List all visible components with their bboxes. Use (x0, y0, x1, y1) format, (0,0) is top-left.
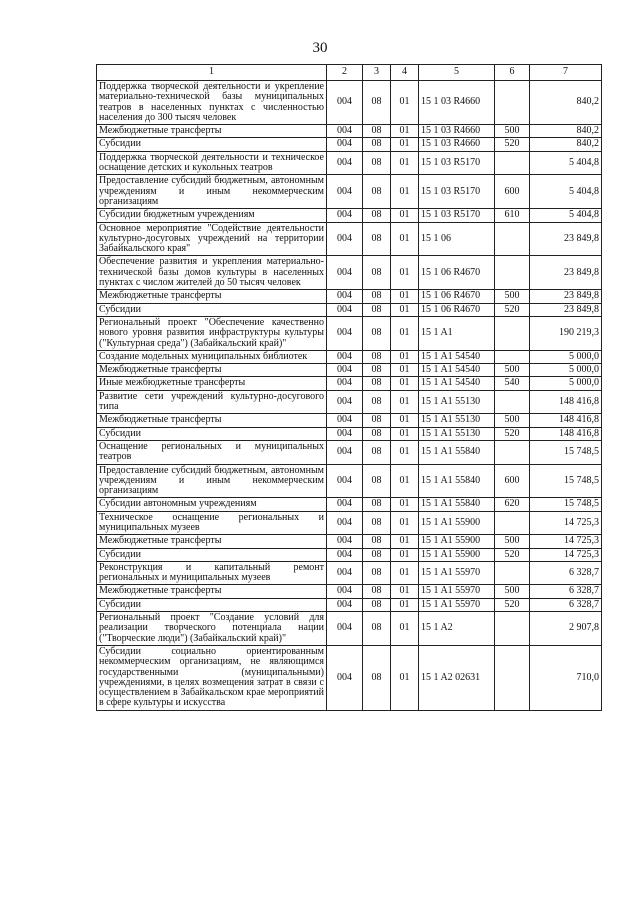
row-name-cell: Техническое оснащение региональных и муниципальных музеев (97, 511, 327, 535)
table-row (97, 175, 602, 209)
amount-cell: 14 725,3 (530, 511, 602, 535)
target-article-cell: 15 1 03 R4660 (419, 138, 495, 151)
row-name-cell: Создание модельных муниципальных библиотек (97, 350, 327, 363)
row-name-cell: Развитие сети учреждений культурно-досугового типа (97, 390, 327, 414)
section-code-cell: 08 (363, 175, 391, 209)
section-code-cell: 08 (363, 612, 391, 646)
subsection-code-cell: 01 (391, 427, 419, 440)
expense-type-cell: 500 (495, 364, 530, 377)
expense-type-cell (495, 350, 530, 363)
table-row (97, 598, 602, 611)
table-row (97, 256, 602, 290)
section-code-cell: 08 (363, 535, 391, 548)
target-article-cell: 15 1 A1 55840 (419, 464, 495, 498)
ministry-code-cell: 004 (327, 125, 363, 138)
section-code-cell: 08 (363, 316, 391, 350)
table-row (97, 316, 602, 350)
amount-cell: 2 907,8 (530, 612, 602, 646)
expense-type-cell: 540 (495, 377, 530, 390)
section-code-cell: 08 (363, 427, 391, 440)
expense-type-cell: 520 (495, 303, 530, 316)
expense-type-cell (495, 81, 530, 125)
subsection-code-cell: 01 (391, 350, 419, 363)
amount-cell: 148 416,8 (530, 390, 602, 414)
section-code-cell: 08 (363, 561, 391, 585)
subsection-code-cell: 01 (391, 138, 419, 151)
subsection-code-cell: 01 (391, 290, 419, 303)
target-article-cell: 15 1 A2 (419, 612, 495, 646)
table-row (97, 81, 602, 125)
ministry-code-cell: 004 (327, 350, 363, 363)
section-code-cell: 08 (363, 548, 391, 561)
ministry-code-cell: 004 (327, 498, 363, 511)
ministry-code-cell: 004 (327, 222, 363, 256)
target-article-cell: 15 1 A1 (419, 316, 495, 350)
expense-type-cell: 600 (495, 464, 530, 498)
section-code-cell: 08 (363, 498, 391, 511)
table-row (97, 151, 602, 175)
section-code-cell: 08 (363, 303, 391, 316)
expense-type-cell (495, 222, 530, 256)
column-header: 1 (97, 65, 327, 81)
table-row (97, 561, 602, 585)
amount-cell: 5 000,0 (530, 350, 602, 363)
ministry-code-cell: 004 (327, 535, 363, 548)
table-row (97, 464, 602, 498)
target-article-cell: 15 1 06 R4670 (419, 256, 495, 290)
expense-type-cell: 610 (495, 209, 530, 222)
target-article-cell: 15 1 A1 55970 (419, 598, 495, 611)
table-row (97, 414, 602, 427)
table-row (97, 498, 602, 511)
section-code-cell: 08 (363, 290, 391, 303)
table-row (97, 440, 602, 464)
row-name-cell: Реконструкция и капитальный ремонт региональных и муниципальных музеев (97, 561, 327, 585)
subsection-code-cell: 01 (391, 511, 419, 535)
subsection-code-cell: 01 (391, 440, 419, 464)
amount-cell: 23 849,8 (530, 290, 602, 303)
amount-cell: 6 328,7 (530, 585, 602, 598)
target-article-cell: 15 1 A2 02631 (419, 645, 495, 710)
target-article-cell: 15 1 A1 55130 (419, 390, 495, 414)
target-article-cell: 15 1 06 (419, 222, 495, 256)
subsection-code-cell: 01 (391, 535, 419, 548)
ministry-code-cell: 004 (327, 138, 363, 151)
target-article-cell: 15 1 03 R4660 (419, 125, 495, 138)
amount-cell: 15 748,5 (530, 498, 602, 511)
amount-cell: 148 416,8 (530, 414, 602, 427)
ministry-code-cell: 004 (327, 598, 363, 611)
ministry-code-cell: 004 (327, 256, 363, 290)
subsection-code-cell: 01 (391, 175, 419, 209)
column-header: 7 (530, 65, 602, 81)
row-name-cell: Межбюджетные трансферты (97, 585, 327, 598)
target-article-cell: 15 1 A1 55900 (419, 511, 495, 535)
subsection-code-cell: 01 (391, 256, 419, 290)
table-row (97, 548, 602, 561)
table-row (97, 535, 602, 548)
row-name-cell: Субсидии (97, 303, 327, 316)
subsection-code-cell: 01 (391, 414, 419, 427)
target-article-cell: 15 1 A1 55840 (419, 440, 495, 464)
column-header: 6 (495, 65, 530, 81)
target-article-cell: 15 1 06 R4670 (419, 290, 495, 303)
row-name-cell: Субсидии социально ориентированным некоммерческим организациям, не являющимся государственными (муниципальными) учреждениями, в целях возмещения затрат в связи с осуществлением в Забайкальском крае мероприятий в сфере культуры и искусства (97, 645, 327, 710)
row-name-cell: Оснащение региональных и муниципальных театров (97, 440, 327, 464)
ministry-code-cell: 004 (327, 377, 363, 390)
table-row (97, 138, 602, 151)
section-code-cell: 08 (363, 81, 391, 125)
amount-cell: 14 725,3 (530, 548, 602, 561)
expense-type-cell: 500 (495, 585, 530, 598)
table-row (97, 427, 602, 440)
row-name-cell: Поддержка творческой деятельности и техническое оснащение детских и кукольных театров (97, 151, 327, 175)
section-code-cell: 08 (363, 209, 391, 222)
row-name-cell: Межбюджетные трансферты (97, 414, 327, 427)
table-row (97, 350, 602, 363)
subsection-code-cell: 01 (391, 645, 419, 710)
amount-cell: 6 328,7 (530, 598, 602, 611)
table-header-row (97, 65, 602, 81)
row-name-cell: Предоставление субсидий бюджетным, автономным учреждениям и иным некоммерческим организациям (97, 175, 327, 209)
subsection-code-cell: 01 (391, 303, 419, 316)
expense-type-cell (495, 440, 530, 464)
table-row (97, 645, 602, 710)
ministry-code-cell: 004 (327, 585, 363, 598)
target-article-cell: 15 1 A1 55970 (419, 585, 495, 598)
subsection-code-cell: 01 (391, 364, 419, 377)
row-name-cell: Межбюджетные трансферты (97, 535, 327, 548)
table-row (97, 511, 602, 535)
expense-type-cell (495, 612, 530, 646)
ministry-code-cell: 004 (327, 290, 363, 303)
subsection-code-cell: 01 (391, 598, 419, 611)
row-name-cell: Региональный проект "Создание условий для реализации творческого потенциала нации ("Творческие люди") (Забайкальский край)" (97, 612, 327, 646)
section-code-cell: 08 (363, 222, 391, 256)
amount-cell: 840,2 (530, 138, 602, 151)
table-row (97, 209, 602, 222)
subsection-code-cell: 01 (391, 81, 419, 125)
ministry-code-cell: 004 (327, 548, 363, 561)
target-article-cell: 15 1 A1 55900 (419, 548, 495, 561)
row-name-cell: Субсидии автономным учреждениям (97, 498, 327, 511)
expense-type-cell: 520 (495, 427, 530, 440)
column-header: 5 (419, 65, 495, 81)
ministry-code-cell: 004 (327, 427, 363, 440)
amount-cell: 710,0 (530, 645, 602, 710)
section-code-cell: 08 (363, 364, 391, 377)
ministry-code-cell: 004 (327, 511, 363, 535)
ministry-code-cell: 004 (327, 414, 363, 427)
amount-cell: 23 849,8 (530, 303, 602, 316)
table-row (97, 364, 602, 377)
amount-cell: 6 328,7 (530, 561, 602, 585)
section-code-cell: 08 (363, 390, 391, 414)
ministry-code-cell: 004 (327, 464, 363, 498)
expense-type-cell: 500 (495, 535, 530, 548)
column-header: 2 (327, 65, 363, 81)
row-name-cell: Субсидии (97, 548, 327, 561)
expense-type-cell: 520 (495, 548, 530, 561)
section-code-cell: 08 (363, 125, 391, 138)
ministry-code-cell: 004 (327, 209, 363, 222)
subsection-code-cell: 01 (391, 125, 419, 138)
target-article-cell: 15 1 A1 55130 (419, 414, 495, 427)
expense-type-cell: 520 (495, 598, 530, 611)
column-header: 4 (391, 65, 419, 81)
section-code-cell: 08 (363, 377, 391, 390)
ministry-code-cell: 004 (327, 390, 363, 414)
row-name-cell: Поддержка творческой деятельности и укрепление материально-технической базы муниципальных театров в населенных пунктах с численностью населения до 300 тысяч человек (97, 81, 327, 125)
ministry-code-cell: 004 (327, 612, 363, 646)
subsection-code-cell: 01 (391, 377, 419, 390)
expense-type-cell (495, 645, 530, 710)
section-code-cell: 08 (363, 585, 391, 598)
expense-type-cell (495, 511, 530, 535)
ministry-code-cell: 004 (327, 316, 363, 350)
row-name-cell: Иные межбюджетные трансферты (97, 377, 327, 390)
target-article-cell: 15 1 03 R4660 (419, 81, 495, 125)
table-row (97, 222, 602, 256)
section-code-cell: 08 (363, 414, 391, 427)
row-name-cell: Основное мероприятие "Содействие деятельности культурно-досуговых учреждений на территории Забайкальского края" (97, 222, 327, 256)
ministry-code-cell: 004 (327, 645, 363, 710)
target-article-cell: 15 1 A1 55900 (419, 535, 495, 548)
ministry-code-cell: 004 (327, 561, 363, 585)
ministry-code-cell: 004 (327, 440, 363, 464)
amount-cell: 5 000,0 (530, 377, 602, 390)
target-article-cell: 15 1 A1 55970 (419, 561, 495, 585)
row-name-cell: Межбюджетные трансферты (97, 364, 327, 377)
target-article-cell: 15 1 A1 54540 (419, 364, 495, 377)
row-name-cell: Субсидии бюджетным учреждениям (97, 209, 327, 222)
expense-type-cell (495, 316, 530, 350)
subsection-code-cell: 01 (391, 585, 419, 598)
table-row (97, 585, 602, 598)
row-name-cell: Межбюджетные трансферты (97, 125, 327, 138)
amount-cell: 840,2 (530, 81, 602, 125)
subsection-code-cell: 01 (391, 612, 419, 646)
section-code-cell: 08 (363, 151, 391, 175)
amount-cell: 23 849,8 (530, 222, 602, 256)
subsection-code-cell: 01 (391, 561, 419, 585)
budget-table (96, 64, 602, 711)
expense-type-cell: 520 (495, 138, 530, 151)
subsection-code-cell: 01 (391, 316, 419, 350)
target-article-cell: 15 1 A1 54540 (419, 377, 495, 390)
table-row (97, 377, 602, 390)
expense-type-cell: 620 (495, 498, 530, 511)
ministry-code-cell: 004 (327, 175, 363, 209)
subsection-code-cell: 01 (391, 151, 419, 175)
amount-cell: 23 849,8 (530, 256, 602, 290)
table-row (97, 390, 602, 414)
expense-type-cell: 500 (495, 125, 530, 138)
target-article-cell: 15 1 06 R4670 (419, 303, 495, 316)
table-row (97, 290, 602, 303)
amount-cell: 5 404,8 (530, 209, 602, 222)
section-code-cell: 08 (363, 598, 391, 611)
target-article-cell: 15 1 A1 55840 (419, 498, 495, 511)
section-code-cell: 08 (363, 256, 391, 290)
amount-cell: 15 748,5 (530, 464, 602, 498)
expense-type-cell (495, 561, 530, 585)
expense-type-cell (495, 390, 530, 414)
row-name-cell: Обеспечение развития и укрепления материально-технической базы домов культуры в населенных пунктах с числом жителей до 50 тысяч человек (97, 256, 327, 290)
ministry-code-cell: 004 (327, 81, 363, 125)
table-row (97, 303, 602, 316)
row-name-cell: Субсидии (97, 427, 327, 440)
expense-type-cell: 500 (495, 414, 530, 427)
table-row (97, 125, 602, 138)
expense-type-cell: 500 (495, 290, 530, 303)
amount-cell: 15 748,5 (530, 440, 602, 464)
target-article-cell: 15 1 03 R5170 (419, 151, 495, 175)
target-article-cell: 15 1 A1 54540 (419, 350, 495, 363)
amount-cell: 148 416,8 (530, 427, 602, 440)
expense-type-cell (495, 151, 530, 175)
subsection-code-cell: 01 (391, 222, 419, 256)
subsection-code-cell: 01 (391, 464, 419, 498)
amount-cell: 5 404,8 (530, 151, 602, 175)
expense-type-cell (495, 256, 530, 290)
section-code-cell: 08 (363, 464, 391, 498)
table-row (97, 612, 602, 646)
column-header: 3 (363, 65, 391, 81)
target-article-cell: 15 1 03 R5170 (419, 209, 495, 222)
amount-cell: 14 725,3 (530, 535, 602, 548)
row-name-cell: Межбюджетные трансферты (97, 290, 327, 303)
amount-cell: 190 219,3 (530, 316, 602, 350)
section-code-cell: 08 (363, 350, 391, 363)
section-code-cell: 08 (363, 138, 391, 151)
ministry-code-cell: 004 (327, 303, 363, 316)
expense-type-cell: 600 (495, 175, 530, 209)
target-article-cell: 15 1 A1 55130 (419, 427, 495, 440)
ministry-code-cell: 004 (327, 151, 363, 175)
amount-cell: 5 000,0 (530, 364, 602, 377)
amount-cell: 840,2 (530, 125, 602, 138)
page-number: 30 (312, 40, 328, 56)
section-code-cell: 08 (363, 511, 391, 535)
row-name-cell: Субсидии (97, 138, 327, 151)
row-name-cell: Предоставление субсидий бюджетным, автономным учреждениям и иным некоммерческим организациям (97, 464, 327, 498)
row-name-cell: Субсидии (97, 598, 327, 611)
amount-cell: 5 404,8 (530, 175, 602, 209)
target-article-cell: 15 1 03 R5170 (419, 175, 495, 209)
subsection-code-cell: 01 (391, 209, 419, 222)
section-code-cell: 08 (363, 440, 391, 464)
section-code-cell: 08 (363, 645, 391, 710)
ministry-code-cell: 004 (327, 364, 363, 377)
subsection-code-cell: 01 (391, 390, 419, 414)
subsection-code-cell: 01 (391, 548, 419, 561)
row-name-cell: Региональный проект "Обеспечение качественно нового уровня развития инфраструктуры культуры ("Культурная среда") (Забайкальский край)" (97, 316, 327, 350)
subsection-code-cell: 01 (391, 498, 419, 511)
